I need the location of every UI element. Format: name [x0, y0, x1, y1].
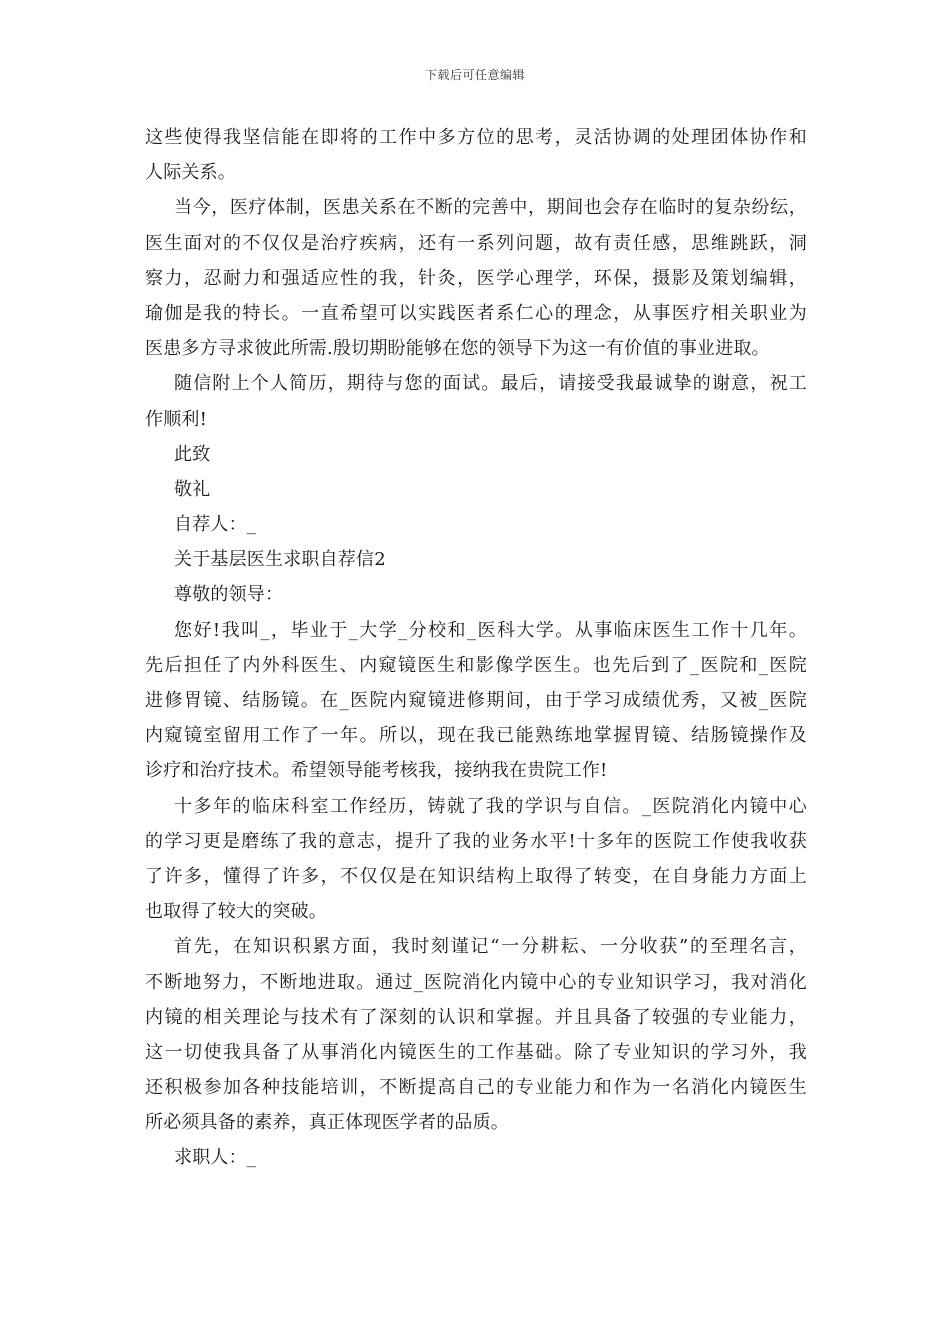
text-line: 敬礼	[174, 478, 211, 500]
text-line: 不断地努力，不断地进取。通过_医院消化内镜中心的专业知识学习，我对消化	[145, 971, 807, 993]
text-line: 人际关系。	[145, 162, 236, 184]
text-line: 作顺利!	[145, 408, 208, 430]
text-line: 医患多方寻求彼此所需.殷切期盼能够在您的领导下为这一有价值的事业进取。	[145, 338, 770, 360]
document-body	[145, 120, 807, 1176]
text-line: 尊敬的领导：	[174, 584, 284, 606]
text-line: 内窥镜室留用工作了一年。所以，现在我已能熟练地掌握胃镜、结肠镜操作及	[145, 725, 807, 747]
text-line: 内镜的相关理论与技术有了深刻的认识和掌握。并且具备了较强的专业能力，	[145, 1006, 807, 1028]
text-line: 诊疗和治疗技术。希望领导能考核我，接纳我在贵院工作!	[145, 760, 608, 782]
text-line: 察力，忍耐力和强适应性的我，针灸，医学心理学，环保，摄影及策划编辑，	[145, 267, 807, 289]
text-line: 还积极参加各种技能培训，不断提高自己的专业能力和作为一名消化内镜医生	[145, 1077, 807, 1099]
text-line: 这些使得我坚信能在即将的工作中多方位的思考，灵活协调的处理团体协作和	[145, 127, 807, 148]
text-line: 随信附上个人简历，期待与您的面试。最后，请接受我最诚挚的谢意，祝工	[174, 373, 807, 395]
text-line: 您好!我叫_，毕业于_大学_分校和_医科大学。从事临床医生工作十几年。	[174, 619, 807, 641]
text-line: 先后担任了内外科医生、内窥镜医生和影像学医生。也先后到了_医院和_医院	[145, 654, 807, 676]
text-line: 自荐人：_	[174, 514, 256, 536]
text-line: 首先，在知识积累方面，我时刻谨记“一分耕耘、一分收获”的至理名言，	[174, 936, 807, 958]
text-line: 此致	[174, 443, 211, 465]
header-note: 下载后可任意编辑	[424, 68, 525, 82]
text-line: 进修胃镜、结肠镜。在_医院内窥镜进修期间，由于学习成绩优秀，又被_医院	[145, 690, 807, 711]
text-line: 这一切使我具备了从事消化内镜医生的工作基础。除了专业知识的学习外，我	[145, 1041, 807, 1063]
text-line: 十多年的临床科室工作经历，铸就了我的学识与自信。_医院消化内镜中心	[174, 795, 807, 817]
text-line: 医生面对的不仅仅是治疗疾病，还有一系列问题，故有责任感，思维跳跃，洞	[145, 232, 807, 254]
text-line: 了许多，懂得了许多，不仅仅是在知识结构上取得了转变，在自身能力方面上	[145, 865, 807, 887]
text-line: 也取得了较大的突破。	[145, 901, 327, 923]
text-line: 瑜伽是我的特长。一直希望可以实践医者系仁心的理念，从事医疗相关职业为	[145, 302, 807, 324]
text-line: 的学习更是磨练了我的意志，提升了我的业务水平!十多年的医院工作使我收获	[145, 830, 807, 852]
text-line: 求职人：_	[174, 1147, 256, 1169]
text-line: 当今，医疗体制，医患关系在不断的完善中，期间也会存在临时的复杂纷纭，	[174, 197, 807, 219]
text-line: 所必须具备的素养，真正体现医学者的品质。	[145, 1112, 509, 1134]
text-line: 关于基层医生求职自荐信2	[174, 549, 386, 571]
